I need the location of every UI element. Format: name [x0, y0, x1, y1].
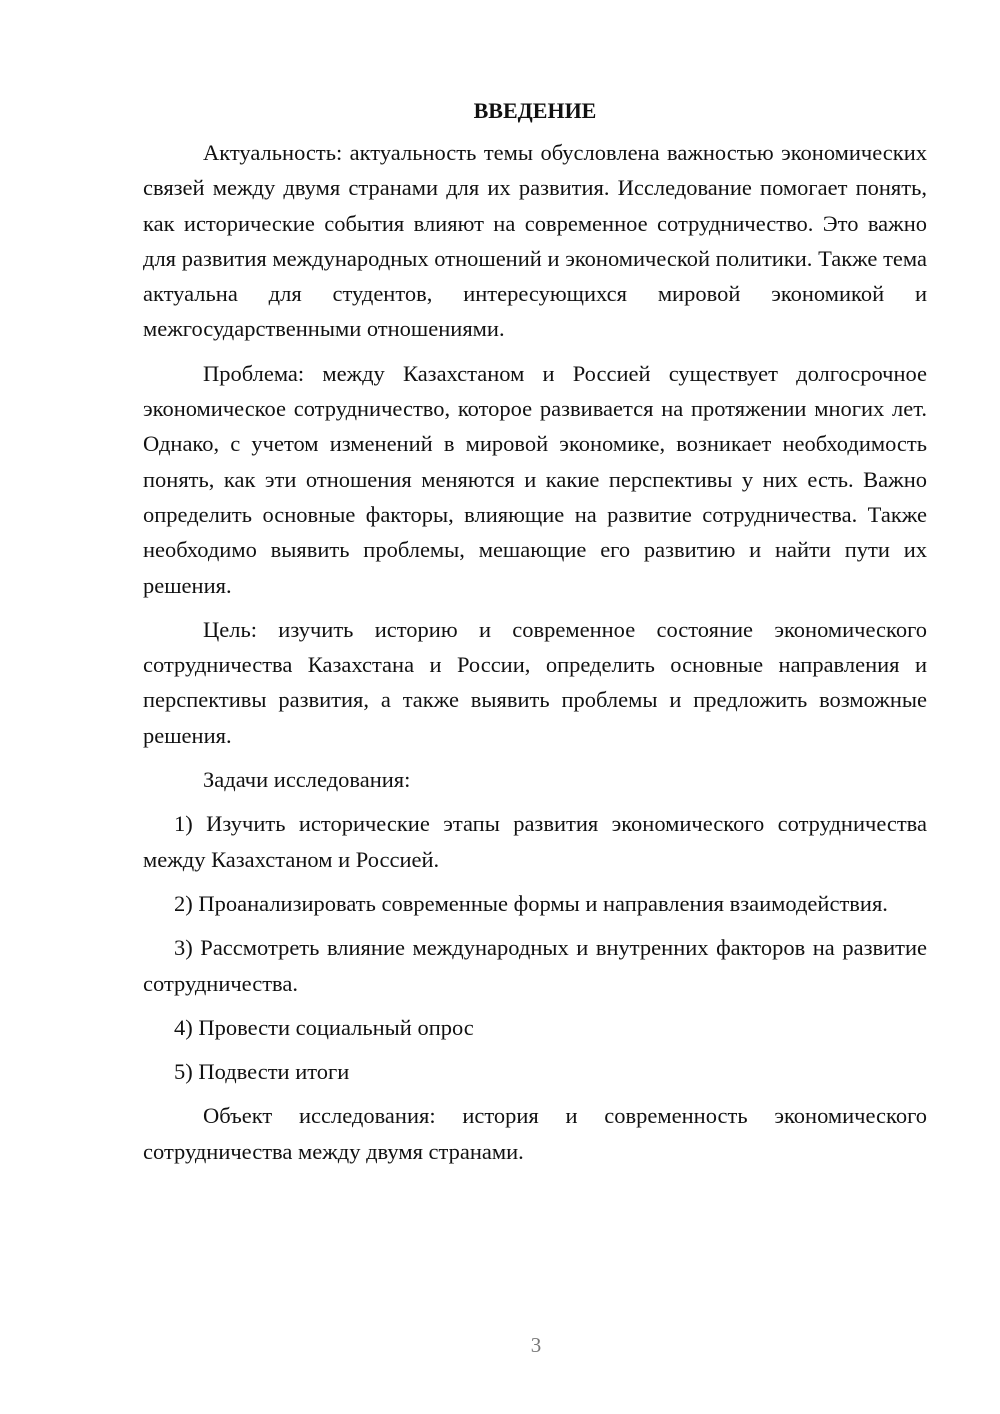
paragraph-relevance: Актуальность: актуальность темы обусловлена важностью экономических связей между двумя странами для их развития. Исследование помогает понять, как исторические события влияют на современное сотрудничество. Это важно для развития международных отношений и экономической политики. Также тема актуальна для студентов, интересующихся мировой экономикой и межгосударственными отношениями.	[143, 140, 927, 342]
tasks-heading: Задачи исследования:	[203, 767, 411, 793]
task-item-3: 3) Рассмотреть влияние международных и внутренних факторов на развитие сотрудничества.	[143, 935, 927, 996]
paragraph-problem: Проблема: между Казахстаном и Россией существует долгосрочное экономическое сотрудничество, которое развивается на протяжении многих лет. Однако, с учетом изменений в мировой экономике, возникает необходимость понять, как эти отношения меняются и какие перспективы у них есть. Важно определить основные факторы, влияющие на развитие сотрудничества. Также необходимо выявить проблемы, мешающие его развитию и найти пути их решения.	[143, 360, 927, 598]
task-item-2: 2) Проанализировать современные формы и направления взаимодействия.	[174, 890, 888, 916]
section-title: ВВЕДЕНИЕ	[473, 98, 597, 123]
page-content	[143, 93, 927, 1178]
page-number: 3	[530, 1333, 542, 1357]
task-item-5: 5) Подвести итоги	[174, 1059, 350, 1085]
paragraph-goal: Цель: изучить историю и современное состояние экономического сотрудничества Казахстана и России, определить основные направления и перспективы развития, а также выявить проблемы и предложить возможные решения.	[143, 616, 927, 748]
task-item-1: 1) Изучить исторические этапы развития экономического сотрудничества между Казахстаном и Россией.	[143, 811, 927, 872]
task-item-4: 4) Провести социальный опрос	[174, 1014, 474, 1040]
paragraph-object: Объект исследования: история и современность экономического сотрудничества между двумя странами.	[143, 1103, 927, 1164]
